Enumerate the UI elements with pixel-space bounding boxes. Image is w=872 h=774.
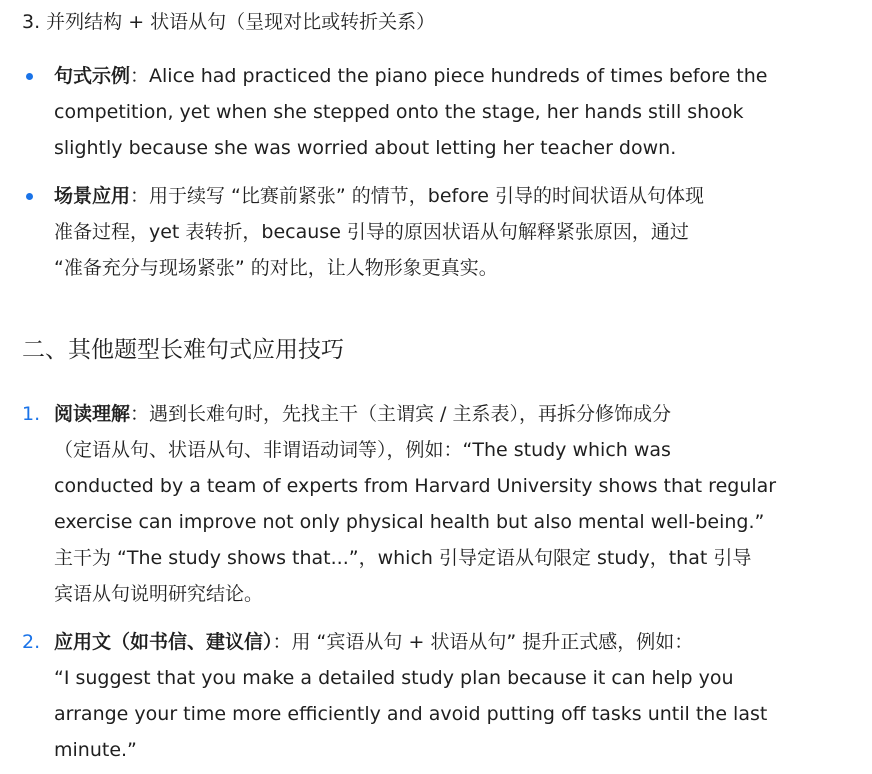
item-lead-label: 句式示例 <box>54 65 131 87</box>
item-lead-label: 场景应用 <box>54 185 131 207</box>
item-text: competition, yet when she stepped onto the stage, her hands still shook <box>54 101 744 123</box>
item-text: “I suggest that you make a detailed study plan because it can help you <box>54 667 734 689</box>
item-text: ：用 “宾语从句 + 状语从句” 提升正式感，例如： <box>272 631 694 653</box>
line <box>54 396 862 432</box>
item-text: ：遇到长难句时，先找主干（主谓宾 / 主系表），再拆分修饰成分 <box>130 403 671 425</box>
item-text: minute.” <box>54 739 137 761</box>
item-text: 准备过程，yet 表转折，because 引导的原因状语从句解释紧张原因，通过 <box>54 221 689 243</box>
item-text: exercise can improve not only physical health but also mental well-being.” <box>54 511 765 533</box>
list-number: 1. <box>22 403 41 425</box>
item-text: ：Alice had practiced the piano piece hundreds of times before the <box>130 65 768 87</box>
list-item-reading <box>54 396 862 612</box>
line <box>54 624 862 660</box>
item-text: 宾语从句说明研究结论。 <box>54 583 264 605</box>
item-lead-label: 应用文（如书信、建议信） <box>54 631 273 653</box>
bullet-marker <box>26 193 33 200</box>
section-heading-2: 二、其他题型长难句式应用技巧 <box>22 337 344 363</box>
list-item-scenario <box>54 178 862 286</box>
list-item-practical-writing <box>54 624 862 768</box>
item-text: （定语从句、状语从句、非谓语动词等），例如：“The study which was <box>54 439 671 461</box>
item-text: slightly because she was worried about letting her teacher down. <box>54 137 677 159</box>
line <box>54 58 862 94</box>
bullet-marker <box>26 73 33 80</box>
item-text: “准备充分与现场紧张” 的对比，让人物形象更真实。 <box>54 257 498 279</box>
item-text: conducted by a team of experts from Harvard University shows that regular <box>54 475 777 497</box>
line <box>54 178 862 214</box>
item-text: 主干为 “The study shows that...”，which 引导定语从句限定 study，that 引导 <box>54 547 752 569</box>
list-number: 2. <box>22 631 41 653</box>
list-item-example <box>54 58 862 166</box>
item-text: arrange your time more efficiently and avoid putting off tasks until the last <box>54 703 768 725</box>
item-text: ：用于续写 “比赛前紧张” 的情节，before 引导的时间状语从句体现 <box>130 185 704 207</box>
section-heading-3: 3. 并列结构 + 状语从句（呈现对比或转折关系） <box>22 11 436 33</box>
item-lead-label: 阅读理解 <box>54 403 131 425</box>
